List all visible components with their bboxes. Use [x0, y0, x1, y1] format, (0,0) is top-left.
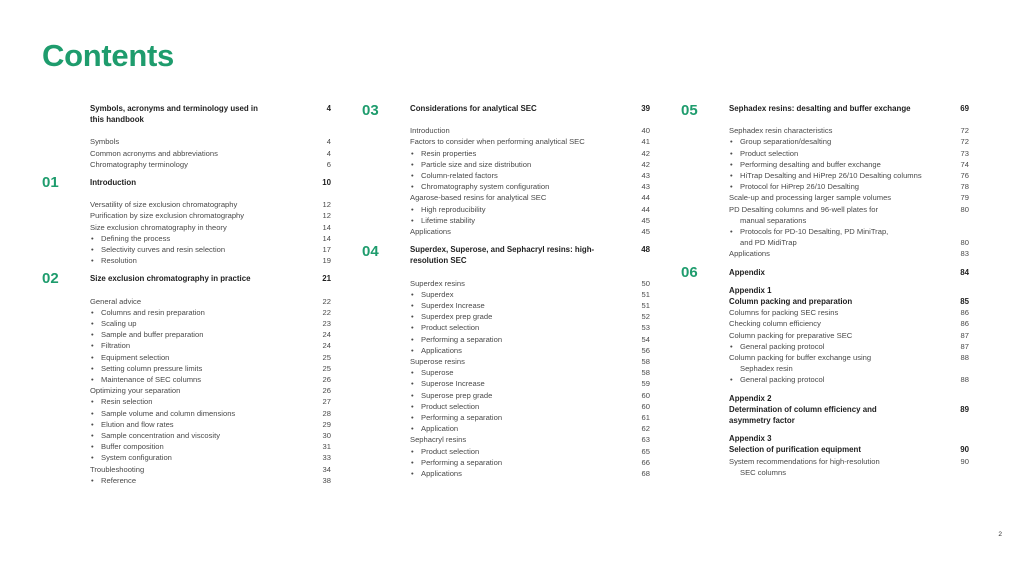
contents-column-1 — [42, 103, 331, 486]
toc-item[interactable]: • Superose prep grade 60 — [410, 390, 650, 401]
toc-item[interactable]: • Filtration 24 — [90, 340, 331, 351]
toc-item[interactable]: Versatility of size exclusion chromatography 12 — [90, 200, 331, 210]
toc-item[interactable]: • General packing protocol 87 — [729, 341, 969, 352]
toc-item[interactable]: • Columns and resin preparation 22 — [90, 307, 331, 318]
section-number: 01 — [42, 174, 59, 192]
toc-item[interactable]: • Performing desalting and buffer exchange 74 — [729, 159, 969, 170]
toc-item[interactable]: • Selectivity curves and resin selection 17 — [90, 244, 331, 255]
toc-item-continued[interactable]: and PD MidiTrap 80 — [740, 238, 969, 248]
toc-heading[interactable]: Determination of column efficiency and asymmetry factor 89 — [729, 404, 969, 426]
appendix-label: Appendix 1 — [729, 285, 772, 295]
section-06 — [681, 263, 969, 478]
toc-item[interactable]: • Protocols for PD-10 Desalting, PD MiniTrap, — [729, 226, 969, 237]
toc-item[interactable]: • Sample and buffer preparation 24 — [90, 329, 331, 340]
toc-item[interactable]: • Buffer composition 31 — [90, 441, 331, 452]
section-01 — [42, 174, 331, 266]
toc-item[interactable]: • Applications 56 — [410, 345, 650, 356]
toc-item[interactable]: • Maintenance of SEC columns 26 — [90, 374, 331, 385]
toc-item[interactable]: • Reference 38 — [90, 475, 331, 486]
toc-item[interactable]: Columns for packing SEC resins 86 — [729, 308, 969, 318]
toc-item[interactable]: PD Desalting columns and 96-well plates for 80 — [729, 204, 969, 214]
toc-item[interactable]: Agarose-based resins for analytical SEC 44 — [410, 193, 650, 203]
appendix-label: Appendix 2 — [729, 393, 772, 403]
toc-heading[interactable]: Column packing and preparation 85 — [729, 297, 969, 307]
toc-item[interactable]: Applications 45 — [410, 227, 650, 237]
toc-heading[interactable]: Considerations for analytical SEC 39 — [410, 104, 650, 113]
front-matter-section — [90, 103, 331, 170]
toc-item[interactable]: • Superdex prep grade 52 — [410, 311, 650, 322]
toc-item[interactable]: • Elution and flow rates 29 — [90, 419, 331, 430]
toc-item[interactable]: • Chromatography system configuration 43 — [410, 181, 650, 192]
toc-item[interactable]: • Equipment selection 25 — [90, 352, 331, 363]
section-05 — [681, 102, 969, 260]
toc-heading[interactable]: Size exclusion chromatography in practice 21 — [90, 274, 331, 284]
toc-item[interactable]: Troubleshooting 34 — [90, 464, 331, 474]
toc-heading[interactable]: Symbols, acronyms and terminology used in this handbook 4 — [90, 104, 331, 125]
toc-item-continued[interactable]: SEC columns — [740, 467, 787, 477]
section-number: 03 — [362, 102, 379, 119]
section-02 — [42, 270, 331, 486]
toc-item[interactable]: Purification by size exclusion chromatography 12 — [90, 211, 331, 221]
toc-item[interactable]: • System configuration 33 — [90, 452, 331, 463]
toc-heading[interactable]: Superdex, Superose, and Sephacryl resins: high-resolution SEC 48 — [410, 245, 650, 266]
toc-item[interactable]: • Superose Increase 59 — [410, 378, 650, 389]
toc-item[interactable]: Size exclusion chromatography in theory 14 — [90, 222, 331, 232]
section-number: 02 — [42, 270, 59, 288]
toc-item[interactable]: Factors to consider when performing analytical SEC 41 — [410, 137, 650, 147]
toc-heading[interactable]: Introduction 10 — [90, 178, 331, 188]
toc-item[interactable]: • Lifetime stability 45 — [410, 215, 650, 226]
toc-item[interactable]: • Superdex Increase 51 — [410, 300, 650, 311]
toc-item[interactable]: Sephacryl resins 63 — [410, 435, 650, 445]
toc-item[interactable]: • Scaling up 23 — [90, 318, 331, 329]
toc-item[interactable]: Superdex resins 50 — [410, 278, 650, 288]
toc-item[interactable]: • Resolution 19 — [90, 255, 331, 266]
toc-item[interactable]: • Superdex 51 — [410, 289, 650, 300]
toc-item[interactable]: • Performing a separation 66 — [410, 457, 650, 468]
toc-item[interactable]: • Sample concentration and viscosity 30 — [90, 430, 331, 441]
toc-item[interactable]: • High reproducibility 44 — [410, 204, 650, 215]
toc-item-continued[interactable]: Sephadex resin — [740, 364, 793, 374]
toc-item[interactable]: • Sample volume and column dimensions 28 — [90, 408, 331, 419]
toc-heading[interactable]: Selection of purification equipment 90 — [729, 445, 969, 455]
toc-item[interactable]: • Performing a separation 54 — [410, 334, 650, 345]
section-04 — [362, 243, 650, 479]
toc-item[interactable]: Checking column efficiency 86 — [729, 319, 969, 329]
toc-item[interactable]: • Superose 58 — [410, 367, 650, 378]
toc-item[interactable]: • General packing protocol 88 — [729, 374, 969, 385]
toc-item[interactable]: • Particle size and size distribution 42 — [410, 159, 650, 170]
toc-item[interactable]: Chromatography terminology 6 — [90, 159, 331, 169]
toc-item[interactable]: • Product selection 60 — [410, 401, 650, 412]
contents-column-2 — [362, 102, 650, 479]
section-number: 06 — [681, 263, 698, 281]
toc-heading[interactable]: Sephadex resins: desalting and buffer exchange 69 — [729, 104, 969, 113]
toc-item[interactable]: Applications 83 — [729, 249, 969, 259]
toc-item[interactable]: • Application 62 — [410, 423, 650, 434]
toc-item[interactable]: • Defining the process 14 — [90, 233, 331, 244]
toc-item[interactable]: Introduction 40 — [410, 126, 650, 136]
section-number: 05 — [681, 102, 698, 119]
page-number: 2 — [998, 531, 1002, 538]
toc-item[interactable]: • Group separation/desalting 72 — [729, 136, 969, 147]
toc-item[interactable]: • Product selection 65 — [410, 446, 650, 457]
toc-item[interactable]: Column packing for preparative SEC 87 — [729, 330, 969, 340]
toc-item[interactable]: Superose resins 58 — [410, 357, 650, 367]
toc-item-continued[interactable]: manual separations — [740, 215, 807, 225]
toc-item[interactable]: • Resin properties 42 — [410, 148, 650, 159]
toc-item[interactable]: Scale-up and processing larger sample volumes 79 — [729, 193, 969, 203]
section-number: 04 — [362, 243, 379, 261]
toc-item[interactable]: Sephadex resin characteristics 72 — [729, 126, 969, 136]
section-03 — [362, 102, 650, 237]
toc-item[interactable]: • Resin selection 27 — [90, 396, 331, 407]
toc-item[interactable]: • Product selection 73 — [729, 148, 969, 159]
toc-item[interactable]: • Product selection 53 — [410, 322, 650, 333]
toc-heading[interactable]: Appendix 84 — [729, 267, 969, 277]
page-title: Contents — [42, 38, 174, 73]
toc-item[interactable]: Common acronyms and abbreviations 4 — [90, 148, 331, 158]
toc-item[interactable]: • Setting column pressure limits 25 — [90, 363, 331, 374]
toc-item[interactable]: • Protocol for HiPrep 26/10 Desalting 78 — [729, 181, 969, 192]
toc-item[interactable]: • Column-related factors 43 — [410, 170, 650, 181]
toc-item[interactable]: • Performing a separation 61 — [410, 412, 650, 423]
toc-item[interactable]: General advice 22 — [90, 296, 331, 306]
toc-item[interactable]: System recommendations for high-resolution 90 — [729, 456, 969, 466]
toc-item[interactable]: Symbols 4 — [90, 137, 331, 147]
contents-column-3 — [681, 102, 969, 478]
toc-item[interactable]: • Applications 68 — [410, 468, 650, 479]
appendix-label: Appendix 3 — [729, 434, 772, 444]
toc-item[interactable]: Column packing for buffer exchange using 88 — [729, 353, 969, 363]
toc-item[interactable]: • HiTrap Desalting and HiPrep 26/10 Desalting columns 76 — [729, 170, 969, 181]
toc-item[interactable]: Optimizing your separation 26 — [90, 386, 331, 396]
